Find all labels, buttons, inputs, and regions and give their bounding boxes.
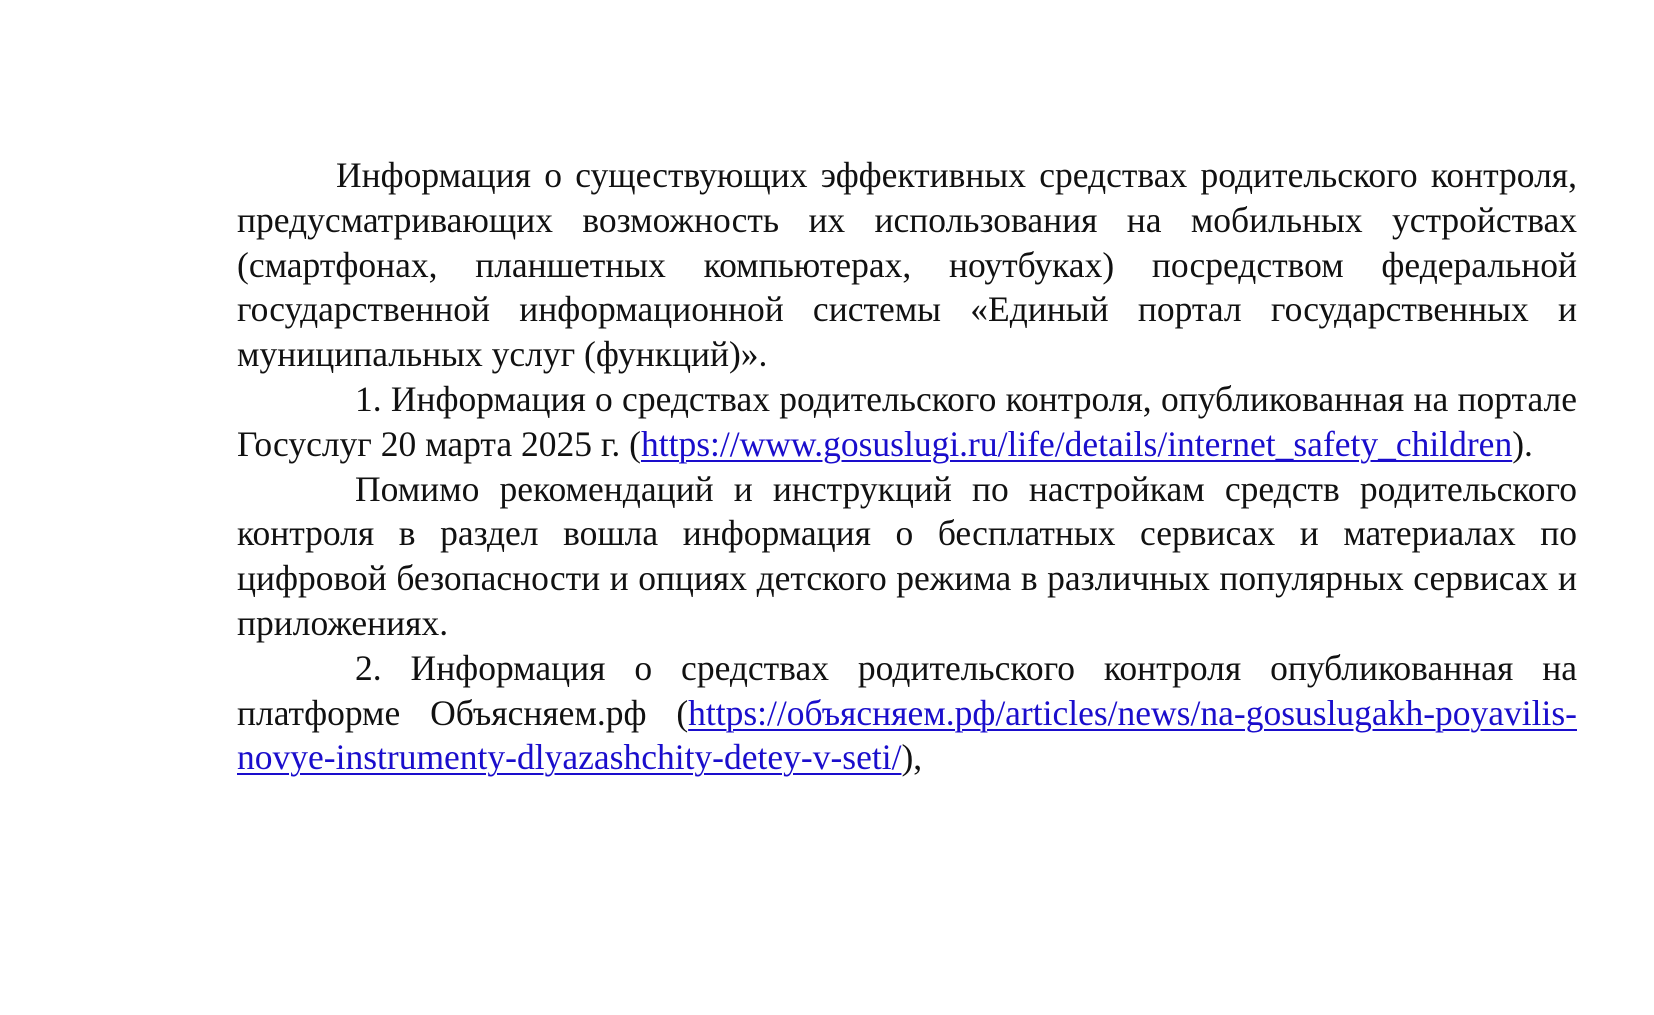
document-body: [237, 153, 1577, 780]
item-1-open-paren: (: [629, 423, 641, 464]
intro-paragraph: Информация о существующих эффективных средствах родительского контроля, предусматривающих возможность их использования на мобильных устройствах (смартфонах, планшетных компьютерах, ноутбуках) посредством федеральной государственной информационной системы «Единый портал государственных и муниципальных услуг (функций)».: [237, 155, 1577, 375]
paragraph-2: Помимо рекомендаций и инструкций по настройкам средств родительского контроля в раздел вошла информация о бесплатных сервисах и материалах по цифровой безопасности и опциях детского режима в различных популярных сервисах и приложениях.: [237, 468, 1577, 643]
item-2-open-paren: (: [676, 692, 689, 733]
gosuslugi-link[interactable]: https://www.gosuslugi.ru/life/details/internet_safety_children: [640, 423, 1513, 464]
item-1-paragraph: [237, 377, 1577, 467]
obyasnyaem-link[interactable]: https://объясняем.рф/articles/news/na-gosuslugakh-poyavilis-novye-instrumenty-dlyazashchity-detey-v-seti/: [237, 692, 1577, 778]
item-2-paragraph: [237, 646, 1577, 780]
item-2-text: 2. Информация о средствах родительского контроля опубликованная на платформе Объясняем.рф: [237, 647, 1577, 733]
item-1-close: ).: [1512, 423, 1533, 464]
item-2-close: ),: [901, 737, 923, 778]
item-1-text: 1. Информация о средствах родительского контроля, опубликованная на портале Госуслуг 20 марта 2025 г.: [237, 378, 1577, 464]
